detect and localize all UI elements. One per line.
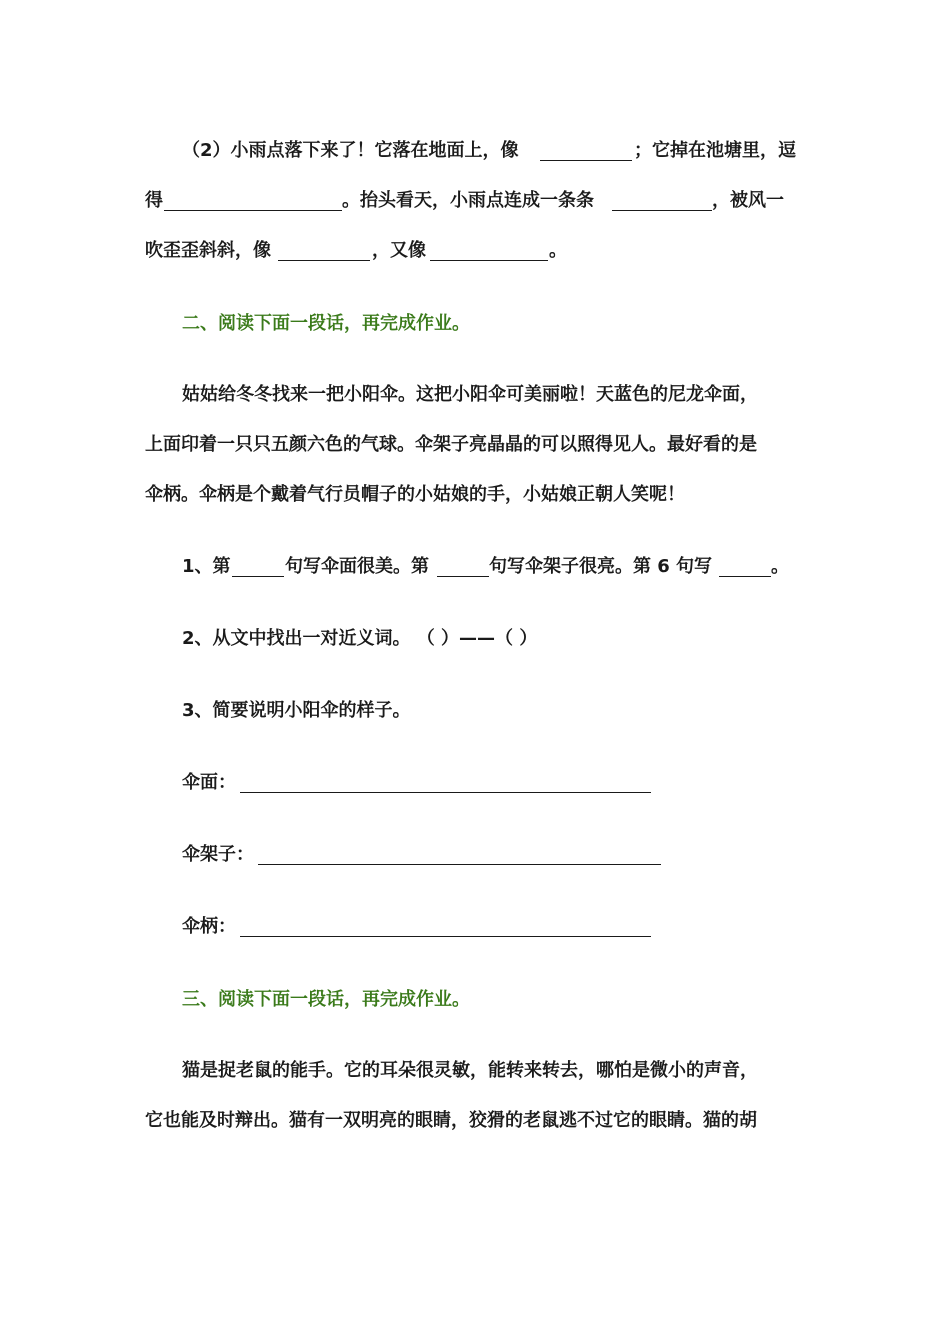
field-label: 伞柄：	[182, 916, 236, 937]
q2-text-3b: ，又像	[372, 240, 426, 261]
q2-line-2	[0, 186, 950, 216]
q2-text-2b: 。抬头看天，小雨点连成一条条	[342, 190, 594, 211]
answer-blank[interactable]	[612, 190, 712, 211]
section3-para-line	[0, 1106, 950, 1136]
q1-text-a: 1、第	[182, 556, 231, 577]
q2-text-3a: 吹歪歪斜斜，像	[145, 240, 271, 261]
field-label: 伞面：	[182, 772, 236, 793]
answer-line[interactable]	[240, 772, 651, 793]
para-text: 上面印着一只只五颜六色的气球。伞架子亮晶晶的可以照得见人。最好看的是	[145, 434, 757, 455]
q1-text-c: 句写伞架子很亮。第 6 句写	[489, 556, 713, 577]
answer-line[interactable]	[258, 844, 661, 865]
section2-para-line	[0, 430, 950, 460]
section3-heading-text: 三、阅读下面一段话，再完成作业。	[182, 989, 470, 1010]
answer-blank[interactable]	[719, 556, 771, 577]
section2-heading	[0, 309, 950, 339]
section3-heading	[0, 985, 950, 1015]
field-umbrella-surface	[0, 768, 950, 798]
q2-text-2c: ，被风一	[712, 190, 784, 211]
answer-blank[interactable]	[430, 240, 548, 261]
para-text: 猫是捉老鼠的能手。它的耳朵很灵敏，能转来转去，哪怕是微小的声音，	[182, 1060, 758, 1081]
section3-para-line	[0, 1056, 950, 1086]
q1-text-d: 。	[771, 556, 789, 577]
section2-heading-text: 二、阅读下面一段话，再完成作业。	[182, 313, 470, 334]
answer-blank[interactable]	[540, 140, 632, 161]
q2-line-3	[0, 236, 950, 266]
q2-text-1a: （2）小雨点落下来了！它落在地面上，像	[182, 140, 519, 161]
answer-blank[interactable]	[437, 556, 489, 577]
answer-blank[interactable]	[232, 556, 284, 577]
para-text: 伞柄。伞柄是个戴着气行员帽子的小姑娘的手，小姑娘正朝人笑呢！	[145, 484, 685, 505]
q3-text: 3、简要说明小阳伞的样子。	[182, 700, 411, 721]
para-text: 姑姑给冬冬找来一把小阳伞。这把小阳伞可美丽啦！天蓝色的尼龙伞面，	[182, 384, 758, 405]
answer-line[interactable]	[240, 916, 651, 937]
s2-question-3	[0, 696, 950, 726]
q2-text-2a: 得	[145, 190, 163, 211]
answer-blank[interactable]	[164, 190, 342, 211]
answer-blank[interactable]	[278, 240, 370, 261]
s2-question-2	[0, 624, 950, 654]
field-umbrella-handle	[0, 912, 950, 942]
field-label: 伞架子：	[182, 844, 254, 865]
s2-question-1	[0, 552, 950, 582]
q2-text-3c: 。	[549, 240, 567, 261]
q2-text-1b: ；它掉在池塘里，逗	[634, 140, 796, 161]
field-umbrella-frame	[0, 840, 950, 870]
q2-text: 2、从文中找出一对近义词。 （ ）——（ ）	[182, 628, 538, 649]
q1-text-b: 句写伞面很美。第	[285, 556, 429, 577]
q2-line-1	[0, 136, 950, 166]
para-text: 它也能及时辩出。猫有一双明亮的眼睛，狡猾的老鼠逃不过它的眼睛。猫的胡	[145, 1110, 757, 1131]
section2-para-line	[0, 380, 950, 410]
section2-para-line	[0, 480, 950, 510]
